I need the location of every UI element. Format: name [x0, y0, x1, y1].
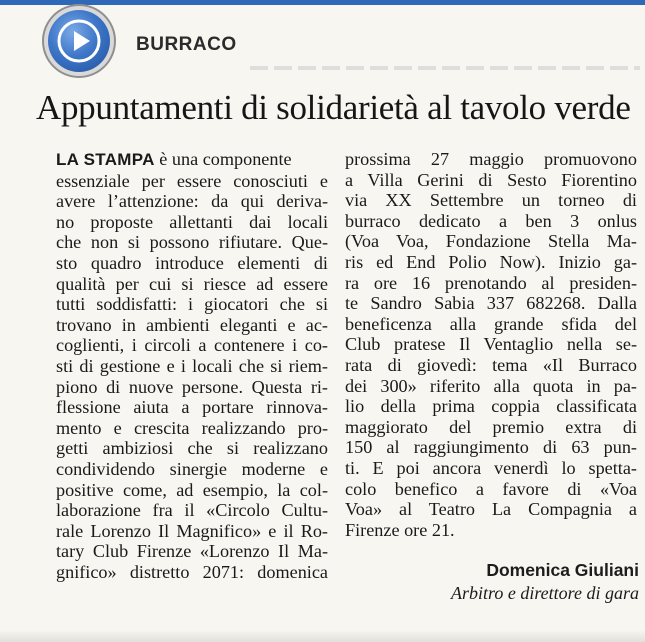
text-line: ra ore 16 prenotando al presiden- [345, 272, 637, 293]
text-line: 150 al raggiungimento di 63 pun- [345, 437, 637, 458]
text-line: dei 300» riferito alla quota in pa- [345, 375, 637, 396]
text-line: getti ambiziosi che si realizzano [56, 438, 328, 459]
section-tag: BURRACO [136, 34, 237, 55]
text-line: piono di nuove persone. Questa ri- [56, 376, 328, 397]
text-line: a Villa Gerini di Sesto Fiorentino [345, 169, 637, 190]
text-line: ti. E poi ancora venerdì lo spetta- [345, 457, 637, 478]
author-role: Arbitro e direttore di gara [451, 583, 639, 603]
author-name: Domenica Giuliani [486, 560, 639, 580]
text-line: burraco dedicato a ben 3 onlus [345, 210, 637, 231]
text-line: che non si possono rifiutare. Que- [56, 232, 328, 253]
text-line: via XX Settembre un torneo di [345, 190, 637, 211]
text-line: prossima 27 maggio promuovono [345, 149, 637, 169]
text-line: beneficenza alla grande sfida del [345, 313, 637, 334]
text-line: positive come, ad esempio, la col- [56, 479, 328, 500]
text-line: (Voa Voa, Fondazione Stella Ma- [345, 231, 637, 252]
lead-in: LA STAMPA [56, 150, 155, 169]
text-line: laborazione fra il «Circolo Cultu- [56, 500, 328, 521]
text-line: sti di gestione e i locali che si riem- [56, 355, 328, 376]
text-line: no proposte allettanti dai locali [56, 211, 328, 232]
top-color-rule [0, 0, 645, 5]
text-line: flessione aiuta a portare rinnova- [56, 397, 328, 418]
text-line: Firenze ore 21. [345, 519, 455, 540]
text-line: essenziale per essere conosciuti e [56, 170, 328, 191]
text-line: maggiorato del premio extra di [345, 416, 637, 437]
article-column-left [56, 149, 328, 582]
text-line: tutti soddisfatti: i giocatori che si [56, 294, 328, 315]
text-line: coglienti, i circoli a contenere i co- [56, 335, 328, 356]
text-line: colo benefico a favore di «Voa [345, 478, 637, 499]
divider [250, 66, 640, 70]
article-column-right [345, 149, 637, 540]
headline: Appuntamenti di solidarietà al tavolo verde [36, 88, 631, 127]
text-line: avere l’attenzione: da qui deriva- [56, 191, 328, 212]
text-line: trovano in ambienti eleganti e ac- [56, 314, 328, 335]
text-line: Voa» al Teatro La Compagnia a [345, 499, 637, 520]
text-line: qualità per cui si riesce ad essere [56, 273, 328, 294]
text-line: LA STAMPA è una componente [56, 149, 292, 169]
page-edge-shadow [0, 630, 645, 642]
text-line: lio della prima coppia classificata [345, 396, 637, 417]
text-line: ris ed End Polio Now). Inizio ga- [345, 251, 637, 272]
text-line: rata di giovedì: tema «Il Burraco [345, 354, 637, 375]
text-line: Club pratese Il Ventaglio nella se- [345, 334, 637, 355]
text-line: condividendo sinergie moderne e [56, 458, 328, 479]
text-line: mento e crescita realizzando pro- [56, 417, 328, 438]
text-line: sto quadro introduce elementi di [56, 252, 328, 273]
text-line: te Sandro Sabia 337 682268. Dalla [345, 293, 637, 314]
text-line: tary Club Firenze «Lorenzo Il Ma- [56, 541, 328, 562]
play-icon [48, 10, 110, 72]
text-line: gnifico» distretto 2071: domenica [56, 561, 328, 582]
text-line: rale Lorenzo Il Magnifico» e il Ro- [56, 520, 328, 541]
